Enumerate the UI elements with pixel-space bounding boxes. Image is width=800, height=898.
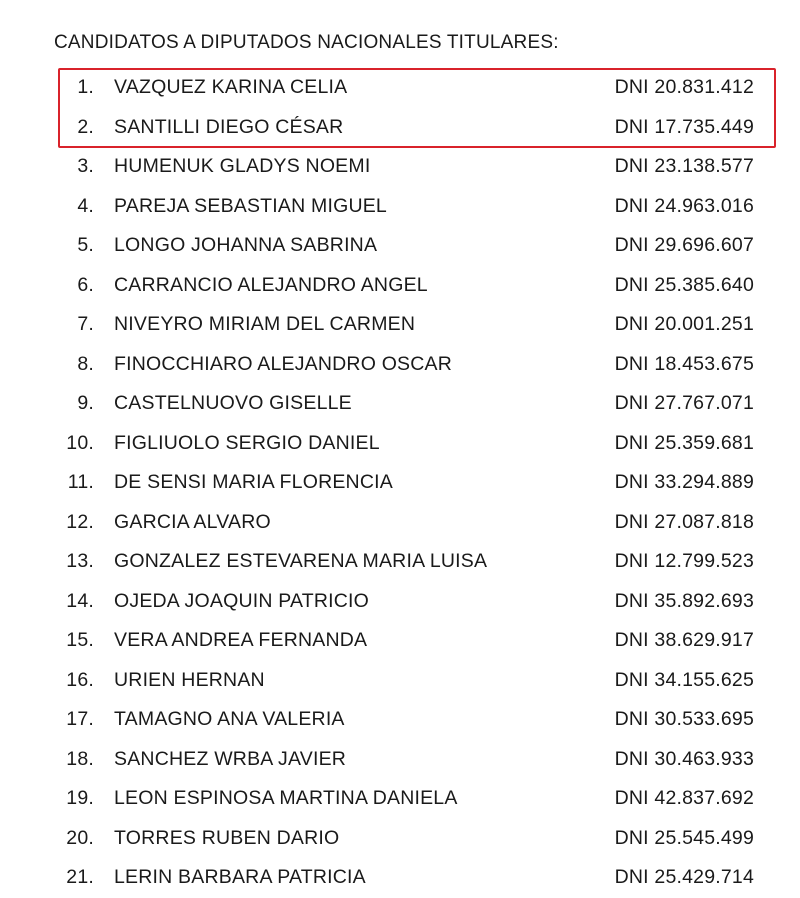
candidate-dni: DNI 30.533.695 [614,708,754,730]
candidate-dni: DNI 30.463.933 [614,747,754,770]
candidate-dni: DNI 20.831.412 [614,76,754,98]
list-item [0,384,800,424]
list-item [0,187,800,227]
list-item [0,779,800,819]
candidate-name: GONZALEZ ESTEVARENA MARIA LUISA [114,550,488,572]
candidate-dni: DNI 25.385.640 [614,273,754,296]
list-item [0,542,800,582]
candidate-name: OJEDA JOAQUIN PATRICIO [114,589,370,612]
list-item [0,226,800,266]
candidate-name: FINOCCHIARO ALEJANDRO OSCAR [114,352,453,375]
candidate-number: 1. [77,76,94,98]
candidate-number: 9. [77,392,94,414]
candidate-number: 19. [66,787,94,809]
candidate-name: TAMAGNO ANA VALERIA [114,708,345,730]
list-item [0,424,800,464]
candidate-name: SANCHEZ WRBA JAVIER [114,747,347,770]
candidate-number: 17. [66,708,94,730]
candidate-name: HUMENUK GLADYS NOEMI [114,155,371,177]
list-item [0,858,800,898]
list-item [0,819,800,859]
candidate-name: PAREJA SEBASTIAN MIGUEL [114,194,387,217]
candidate-name: LONGO JOHANNA SABRINA [114,234,378,256]
candidate-dni: DNI 27.767.071 [614,392,754,414]
candidate-number: 3. [77,155,94,177]
candidate-name: CARRANCIO ALEJANDRO ANGEL [114,273,428,296]
list-item [0,582,800,622]
list-item [0,661,800,701]
list-item [0,147,800,187]
candidate-dni: DNI 27.087.818 [614,510,754,533]
candidate-dni: DNI 24.963.016 [614,194,754,217]
candidate-number: 12. [66,510,94,533]
candidate-list [0,68,800,898]
candidate-name: FIGLIUOLO SERGIO DANIEL [114,431,380,454]
candidate-number: 20. [66,826,94,849]
candidate-dni: DNI 25.359.681 [614,431,754,454]
candidate-name: SANTILLI DIEGO CÉSAR [114,115,344,138]
candidate-name: URIEN HERNAN [114,668,265,691]
list-item [0,305,800,345]
candidate-number: 15. [66,629,94,651]
list-item [0,503,800,543]
candidate-dni: DNI 33.294.889 [614,471,754,493]
candidate-name: VAZQUEZ KARINA CELIA [114,76,348,98]
candidate-name: NIVEYRO MIRIAM DEL CARMEN [114,313,416,335]
candidate-number: 4. [77,194,94,217]
list-item [0,700,800,740]
candidate-dni: DNI 25.429.714 [614,866,754,888]
list-item [0,621,800,661]
highlight-box [58,68,776,148]
candidate-number: 7. [77,313,94,335]
candidate-number: 10. [66,431,94,454]
candidate-name: GARCIA ALVARO [114,510,271,533]
candidate-dni: DNI 34.155.625 [614,668,754,691]
candidate-dni: DNI 38.629.917 [614,629,754,651]
candidate-dni: DNI 18.453.675 [614,352,754,375]
candidate-name: LEON ESPINOSA MARTINA DANIELA [114,787,458,809]
candidate-number: 2. [77,115,94,138]
candidate-name: CASTELNUOVO GISELLE [114,392,352,414]
candidate-number: 21. [66,866,94,888]
candidate-number: 14. [66,589,94,612]
candidate-number: 6. [77,273,94,296]
candidate-dni: DNI 23.138.577 [614,155,754,177]
candidate-name: TORRES RUBEN DARIO [114,826,340,849]
candidate-dni: DNI 29.696.607 [614,234,754,256]
list-heading: CANDIDATOS A DIPUTADOS NACIONALES TITULARES: [54,32,559,53]
list-item [0,345,800,385]
candidate-name: VERA ANDREA FERNANDA [114,629,368,651]
candidate-dni: DNI 42.837.692 [614,787,754,809]
candidate-number: 5. [77,234,94,256]
candidate-number: 16. [66,668,94,691]
candidate-name: LERIN BARBARA PATRICIA [114,866,366,888]
candidate-dni: DNI 12.799.523 [614,550,754,572]
candidate-dni: DNI 25.545.499 [614,826,754,849]
list-item [0,463,800,503]
candidate-number: 13. [66,550,94,572]
candidate-dni: DNI 17.735.449 [614,115,754,138]
candidate-number: 8. [77,352,94,375]
list-item [0,266,800,306]
candidate-name: DE SENSI MARIA FLORENCIA [114,471,393,493]
list-item [0,740,800,780]
candidate-dni: DNI 20.001.251 [614,313,754,335]
candidate-dni: DNI 35.892.693 [614,589,754,612]
candidate-number: 18. [66,747,94,770]
candidate-number: 11. [67,471,94,493]
